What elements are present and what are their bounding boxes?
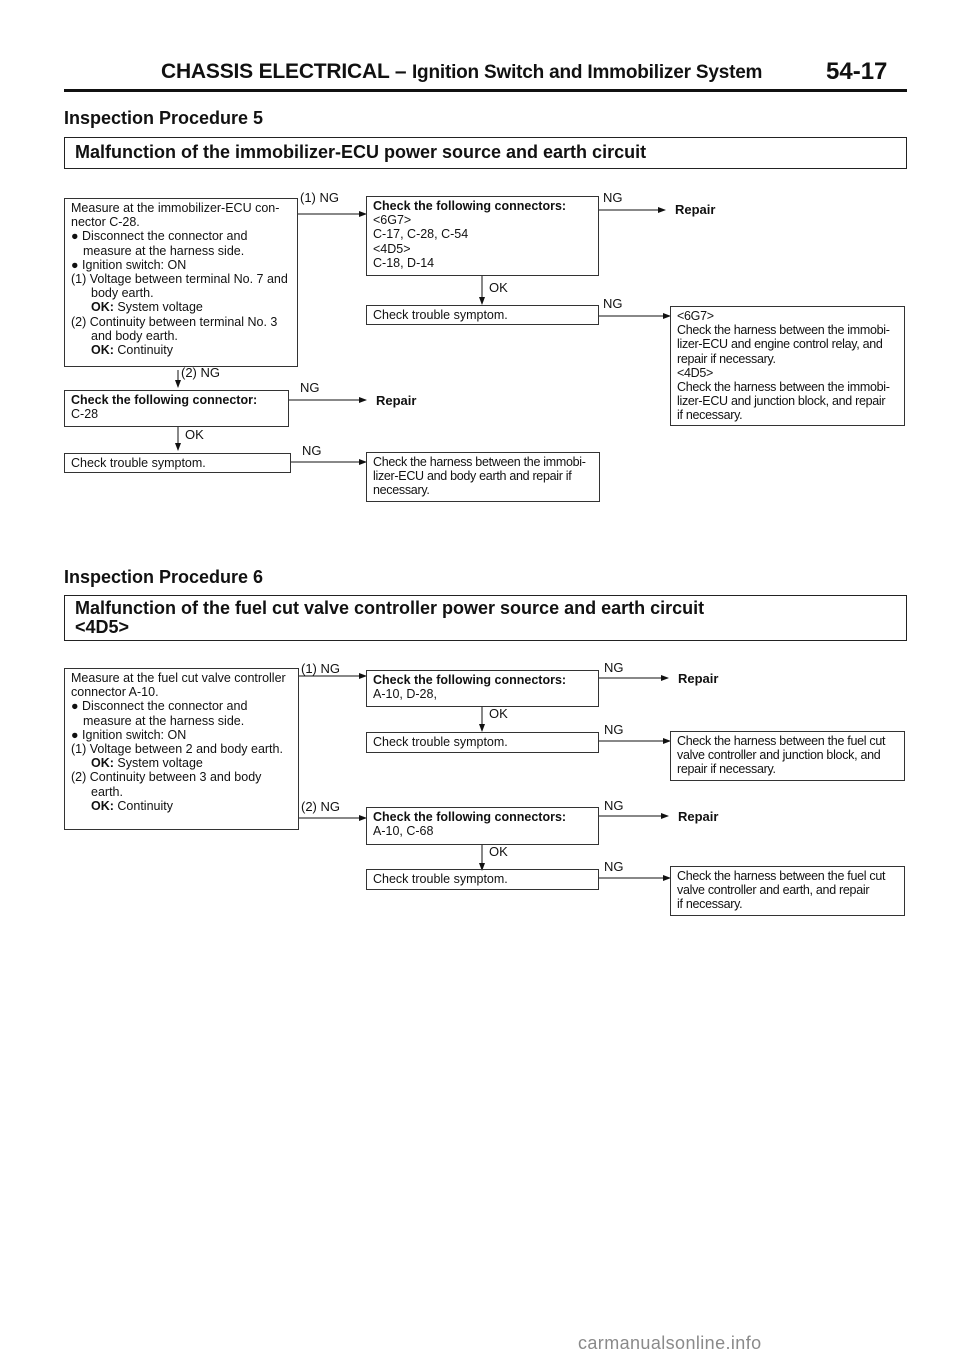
proc5-label-ng-harness-bottom: NG [302, 443, 322, 458]
proc6-label-ng1: (1) NG [301, 661, 340, 676]
proc6-check-a-box: Check the following connectors: A-10, D-28, [366, 670, 599, 707]
proc5-measure-box: Measure at the immobilizer-ECU con- nector C-28. ● Disconnect the connector and measure at the harness side. ● Ignition switch: ON (1) Voltage between terminal No. 7 and body earth. OK: System voltage (2) Continuity between terminal No. 3 and body earth. OK: Continuity [64, 198, 298, 367]
proc6-repair-b: Repair [678, 809, 719, 824]
proc6-label-ng-repair-b: NG [604, 798, 624, 813]
proc6-label-ng-repair-a: NG [604, 660, 624, 675]
proc5-banner: Malfunction of the immobilizer-ECU power source and earth circuit [64, 137, 907, 169]
proc6-harness-b-box: Check the harness between the fuel cut valve controller and earth, and repair if necessary. [670, 866, 905, 916]
proc6-label-ng2: (2) NG [301, 799, 340, 814]
proc6-label-ng-harness-b: NG [604, 859, 624, 874]
proc6-trouble-a: Check trouble symptom. [366, 732, 599, 753]
proc5-trouble-bottom: Check trouble symptom. [64, 453, 291, 473]
proc6-repair-a: Repair [678, 671, 719, 686]
proc5-heading: Inspection Procedure 5 [64, 108, 264, 128]
proc5-check-connectors-box: Check the following connectors: <6G7> C-17, C-28, C-54 <4D5> C-18, D-14 [366, 196, 599, 276]
proc6-heading: Inspection Procedure 6 [64, 567, 264, 587]
proc6-harness-a-box: Check the harness between the fuel cut valve controller and junction block, and repair if necessary. [670, 731, 905, 781]
proc5-label-ok-top: OK [489, 280, 508, 295]
proc5-harness-bottom-box: Check the harness between the immobi- lizer-ECU and body earth and repair if necessary. [366, 452, 600, 502]
proc5-label-ng-repair2: NG [300, 380, 320, 395]
proc5-label-ng1: (1) NG [300, 190, 339, 205]
header-title: CHASSIS ELECTRICAL – Ignition Switch and Immobilizer System [161, 60, 763, 83]
proc6-banner: Malfunction of the fuel cut valve controller power source and earth circuit <4D5> [64, 595, 907, 641]
proc5-label-ng2: (2) NG [181, 365, 220, 380]
proc6-check-b-box: Check the following connectors: A-10, C-68 [366, 807, 599, 845]
proc5-label-ng-harness-top: NG [603, 296, 623, 311]
page-number: 54-17 [826, 58, 888, 85]
proc6-label-ok-b: OK [489, 844, 508, 859]
proc5-repair-1: Repair [675, 202, 716, 217]
proc6-label-ng-harness-a: NG [604, 722, 624, 737]
watermark: carmanualsonline.info [578, 1333, 762, 1353]
proc6-label-ok-a: OK [489, 706, 508, 721]
proc5-label-ok-bottom: OK [185, 427, 204, 442]
proc5-check-connector-box: Check the following connector: C-28 [64, 390, 289, 427]
proc6-trouble-b: Check trouble symptom. [366, 869, 599, 890]
proc5-harness-top-box: <6G7> Check the harness between the immobi- lizer-ECU and engine control relay, and repair if necessary. <4D5> Check the harness between the immobi- lizer-ECU and junction block, and repair if necessary. [670, 306, 905, 426]
proc6-measure-box: Measure at the fuel cut valve controller connector A-10. ● Disconnect the connector and measure at the harness side. ● Ignition switch: ON (1) Voltage between 2 and body earth. OK: System voltage (2) Continuity between 3 and body earth. OK: Continuity [64, 668, 299, 830]
proc5-label-ng-repair1: NG [603, 190, 623, 205]
proc5-repair-2: Repair [376, 393, 417, 408]
proc5-trouble-top: Check trouble symptom. [366, 305, 599, 325]
